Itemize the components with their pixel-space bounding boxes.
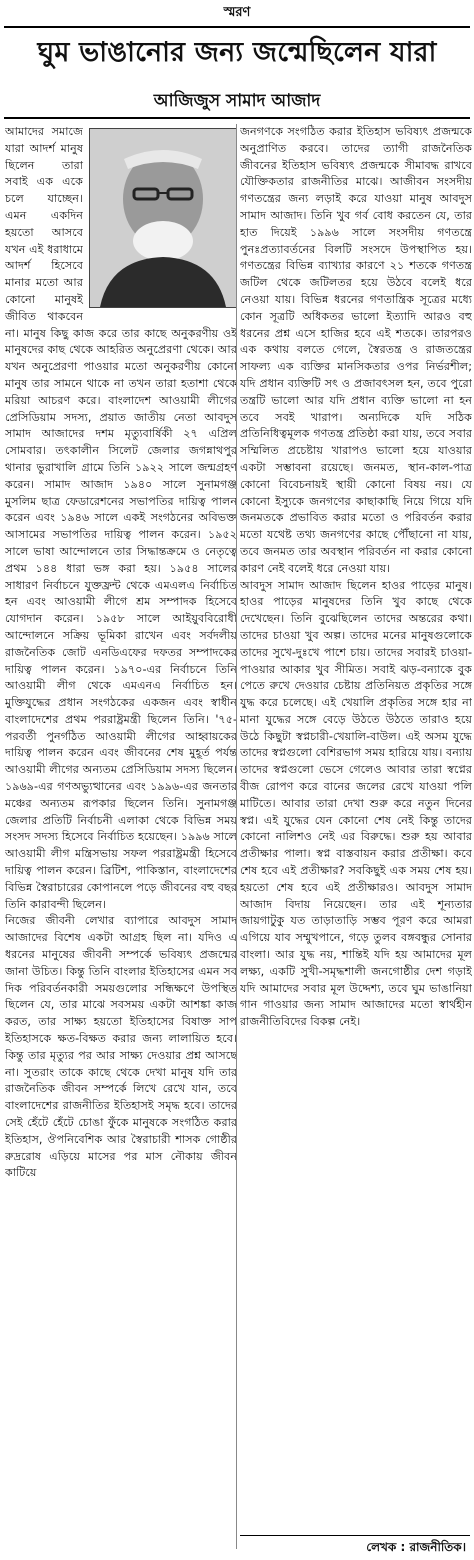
top-divider bbox=[4, 26, 470, 28]
footer-divider bbox=[240, 1535, 470, 1536]
right-paragraph-1: জনগণকে সংগঠিত করার ইতিহাস ভবিষ্যৎ প্রজন্মকে অনুপ্রাণিত করবে। তাদের ত্যাগী রাজনৈতিক জীবনের ইতিহাস ভবিষ্যৎ প্রজন্মকে সীমাবদ্ধ রাখবে যৌক্তিকতার রাজনীতির মাঝে। আজীবন সংসদীয় গণতন্ত্রের জন্য লড়াই করে যাওয়া মানুষ আবদুস সামাদ আজাদ। তিনি খুব গর্ব বোধ করতেন যে, তার হাত দিয়েই ১৯৯৬ সালে সংসদীয় গণতন্ত্রে পুনঃপ্রত্যাবর্তনের বিলটি সংসদে উপস্থাপিত হয়। গণতন্ত্রের বিভিন্ন ব্যাখ্যার কারণে ২১ শতকে গণতন্ত্র জটিল থেকে জটিলতর হয়ে উঠবে বলেই ধরে নেওয়া যায়। বিভিন্ন ধরনের গণতান্ত্রিক সূত্রের মধ্যে কোন সূত্রটি অধিকতর ভালো ইত্যাদি আরও বহু ধরনের প্রশ্ন এসে হাজির হবে এই শতকে। তারপরও এক কথায় বলতে গেলে, স্বৈরতন্ত্র ও রাজতন্ত্রের সাফল্য এক ব্যক্তির মানসিকতার ওপর নির্ভরশীল; যদি প্রধান ব্যক্তিটি সৎ ও প্রজাবৎসল হন, তবে পুরো তন্ত্রটি ভালো আর যদি প্রধান ব্যক্তি ভালো না হন তবে সবই খারাপ। অন্যদিকে যদি সঠিক প্রতিনিধিত্বমূলক গণতন্ত্র প্রতিষ্ঠা করা যায়, তবে সবার সম্মিলিত প্রচেষ্টায় খারাপও ভালো হয়ে যাওয়ার একটা সম্ভাবনা রয়েছে। জনমত, স্থান-কাল-পাত্র কোনো বিবেচনায়ই স্থায়ী কোনো বিষয় নয়। যে কোনো ইস্যুকে জনগণের কাছাকাছি নিয়ে গিয়ে যদি জনমতকে প্রভাবিত করার মতো ও পরিবর্তন করার মতো যথেষ্ট তথ্য জনগণের কাছে পৌঁছানো না যায়, তবে জনমত তার অবস্থান পরিবর্তন না করার কোনো কারণ নেই বলেই ধরে নেওয়া যায়। bbox=[240, 125, 472, 575]
right-paragraph-2: আবদুস সামাদ আজাদ ছিলেন হাওর পাড়ের মানুষ। হাওর পাড়ের মানুষদের তিনি খুব কাছে থেকে দেখেছেন। তিনি বুঝেছিলেন তাদের অন্তরের কথা। তাদের চাওয়া খুব অল্প। তাদের মনের মানুষগুলোকে তাদের সুখে-দুঃখে পাশে চায়। তাদের সবারই চাওয়া-পাওয়ার আকার খুব সীমিত। সবাই ঝড়-বন্যাকে বুক পেতে রুখে দেওয়ার চেষ্টায় প্রতিনিয়ত প্রকৃতির সঙ্গে যুদ্ধ করে চলেছে। এই খেয়ালি প্রকৃতির সঙ্গে হার না মানা যুদ্ধের সঙ্গে বেড়ে উঠতে উঠতে তারাও হয়ে উঠে কিছুটা স্বপ্নচারী-খেয়ালি-বাউল। এই অসম যুদ্ধে তাদের স্বপ্নগুলো বেশিরভাগ সময় হারিয়ে যায়। বন্যায় তাদের স্বপ্নগুলো ভেসে গেলেও আবার তারা স্বপ্নের বীজ রোপণ করে বানের জলের রেখে যাওয়া পলি মাটিতে। আবার তারা দেখা শুরু করে নতুন দিনের স্বপ্ন। এই যুদ্ধের যেন কোনো শেষ নেই কিন্তু তাদের কোনো নালিশও নেই এর বিরুদ্ধে। শুরু হয় আবার প্রতীক্ষার পালা। স্বপ্ন বাস্তবায়ন করার প্রতীক্ষা। কবে শেষ হবে এই প্রতীক্ষার? সবকিছুই এক সময় শেষ হয়। হয়তো শেষ হবে এই প্রতীক্ষারও। আবদুস সামাদ আজাদ বিদায় নিয়েছেন। তার এই শূন্যতার জায়গাটুকু যত তাড়াতাড়ি সম্ভব পূরণ করে আমরা এগিয়ে যাব সম্মুখপানে, গড়ে তুলব বঙ্গবন্ধুর সোনার বাংলা। আর যুদ্ধ নয়, শান্তিই যদি হয় আমাদের মূল লক্ষ্য, একটি সুখী-সমৃদ্ধশালী জনগোষ্ঠীর দেশ গড়াই যদি আমাদের সবার মূল উদ্দেশ্য, তবে ঘুম ভাঙানিয়া গান গাওয়ার জন্য সামাদ আজাদের মতো স্বার্থহীন রাজনীতিবিদের বিকল্প নেই। bbox=[240, 578, 472, 1029]
portrait-image bbox=[90, 129, 236, 307]
left-paragraph-1-text: আমাদের সমাজে যারা আদর্শ মানুষ ছিলেন তারা সবাই এক একে চলে যাচ্ছেন। এমন একদিন হয়তো আসবে যখন এই ধরাধামে আদর্শ হিসেবে মানার মতো আর কোনো মানুষই জীবিত থাকবেন না। মানুষ কিছু কাজ করে তার কাছে অনুকরণীয় ওই মানুষদের কাছ থেকে আহরিত অনুপ্রেরণা থেকে। আর যখন অনুপ্রেরণা পাওয়ার মতো অনুকরণীয় কোনো মানুষ তার সামনে থাকে না তখন তারা হতাশা থেকে মরিয়া আচরণ করে। বাংলাদেশ আওয়ামী লীগের প্রেসিডিয়াম সদস্য, প্রয়াত জাতীয় নেতা আবদুস সামাদ আজাদের দশম মৃত্যুবার্ষিকী ২৭ এপ্রিল সোমবার। তৎকালীন সিলেট জেলার জগন্নাথপুর থানার ভুরাখালি গ্রামে তিনি ১৯২২ সালে জন্মগ্রহণ করেন। সামাদ আজাদ ১৯৪০ সালে সুনামগঞ্জ মুসলিম ছাত্র ফেডারেশনের সভাপতির দায়িত্ব পালন করেন এবং ১৯৪৬ সালে একই সংগঠনের অবিভক্ত আসামের সভাপতির দায়িত্ব পালন করেন। ১৯৫২ সালে ভাষা আন্দোলনে তার সিদ্ধান্তক্রমে ও নেতৃত্বে প্রথম ১৪৪ ধারা ভঙ্গ করা হয়। ১৯৫৪ সালের সাধারণ নির্বাচনে যুক্তফ্রন্ট থেকে এমএলএ নির্বাচিত হন এবং আওয়ামী লীগে শ্রম সম্পাদক হিসেবে যোগদান করেন। ১৯৫৮ সালে আইয়ুববিরোধী আন্দোলনে সক্রিয় ভূমিকা রাখেন এবং সর্বদলীয় রাজনৈতিক জোট এনডিএফের দফতর সম্পাদকের দায়িত্ব পালন করেন। ১৯৭০-এর নির্বাচনে তিনি আওয়ামী লীগ থেকে এমএনএ নির্বাচিত হন। মুক্তিযুদ্ধের প্রধান সংগঠকের একজন এবং স্বাধীন বাংলাদেশের প্রথম পররাষ্ট্রমন্ত্রী ছিলেন তিনি। '৭৫-পরবর্তী পুনর্গঠিত আওয়ামী লীগের আহ্বায়কের দায়িত্ব পালন করেন এবং জীবনের শেষ মুহূর্ত পর্যন্ত আওয়ামী লীগের অন্যতম প্রেসিডিয়াম সদস্য ছিলেন। ১৯৬৯-এর গণঅভ্যুত্থানের এবং ১৯৯৬-এর জনতার মঞ্চের অন্যতম রূপকার ছিলেন তিনি। সুনামগঞ্জ জেলার প্রতিটি নির্বাচনী এলাকা থেকে বিভিন্ন সময় সংসদ সদস্য হিসেবে নির্বাচিত হয়েছেন। ১৯৯৬ সালে আওয়ামী লীগ মন্ত্রিসভায় সফল পররাষ্ট্রমন্ত্রী হিসেবে দায়িত্ব পালন করেন। ব্রিটিশ, পাকিস্তান, বাংলাদেশের বিভিন্ন স্বৈরাচারের কোপানলে পড়ে জীবনের বহু বছর তিনি কারাবন্দী ছিলেন। bbox=[5, 125, 237, 911]
byline: আজিজুস সামাদ আজাদ bbox=[153, 91, 321, 111]
left-paragraph-2: নিজের জীবনী লেখার ব্যাপারে আবদুস সামাদ আজাদের বিশেষ একটা আগ্রহ ছিল না। যদিও এ ধরনের মানুষের জীবনী সম্পর্কে ভবিষ্যৎ প্রজন্মের জানা উচিত। কিন্তু তিনি বাংলার ইতিহাসের এমন সব দিক পরিবর্তনকারী সময়গুলোর সন্ধিক্ষণে উপস্থিত ছিলেন যে, তার মাঝে সবসময় একটা আশঙ্কা কাজ করত, তার সাক্ষ্য হয়তো ইতিহাসের বিষাক্ত সাপ ইতিহাসকে ক্ষত-বিক্ষত করার জন্য লালায়িত হবে। কিন্তু তার মৃত্যুর পর আর সাক্ষ্য দেওয়ার প্রশ্ন আসছে না। সুতরাং তাকে কাছে থেকে দেখা মানুষ যদি তার রাজনৈতিক জীবন সম্পর্কে লিখে রেখে যান, তবে বাংলাদেশের রাজনীতির ইতিহাসই সমৃদ্ধ হবে। তাদের সেই হেঁটে হেঁটে চোঙা ফুঁকে মানুষকে সংগঠিত করার ইতিহাস, ঔপনিবেশিক আর স্বৈরাচারী শাসক গোষ্ঠীর রুদ্ররোষ এড়িয়ে মাসের পর মাস নৌকায় জীবন কাটিয়ে bbox=[5, 914, 237, 1180]
column-separator bbox=[236, 124, 237, 1549]
byline-divider bbox=[4, 117, 470, 119]
left-paragraph-1 bbox=[5, 124, 237, 913]
article-column-right bbox=[240, 124, 472, 1524]
portrait-photo bbox=[89, 128, 237, 308]
article-column-left bbox=[5, 124, 237, 1557]
author-note: লেখক : রাজনীতিক। bbox=[366, 1540, 466, 1554]
headline: ঘুম ভাঙানোর জন্য জন্মেছিলেন যারা bbox=[37, 37, 437, 68]
section-label: স্মরণ bbox=[223, 5, 251, 20]
